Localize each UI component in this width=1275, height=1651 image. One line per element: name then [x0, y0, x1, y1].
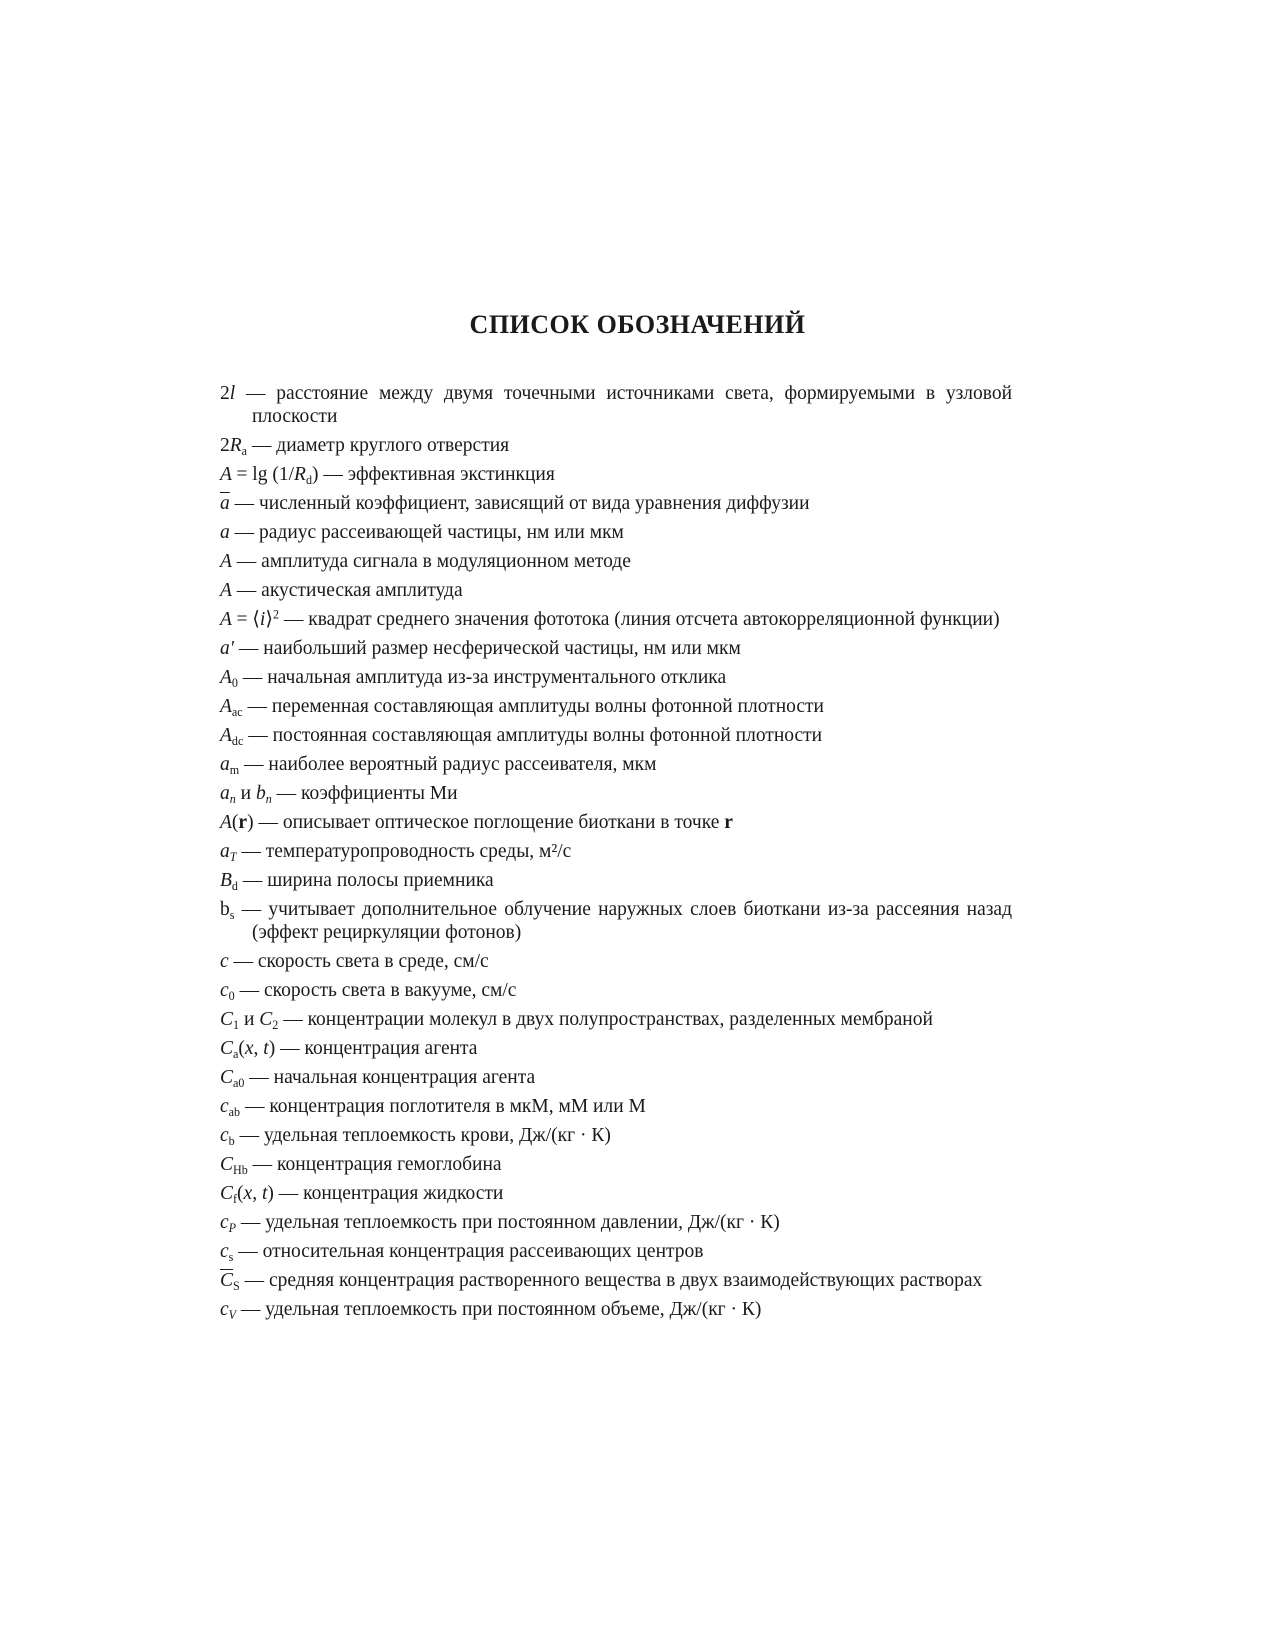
- definition: концентрация агента: [304, 1038, 478, 1059]
- symbol: $a_T$: [220, 841, 237, 865]
- definition: удельная теплоемкость крови, Дж/(кг · К): [263, 1125, 611, 1146]
- definition: удельная теплоемкость при постоянном объеме, Дж/(кг · К): [265, 1299, 762, 1320]
- list-item: $B_d$ — ширина полосы приемника: [220, 870, 494, 894]
- list-item: $a_m$ — наиболее вероятный радиус рассеивателя, мкм: [220, 754, 657, 778]
- definition: скорость света в среде, см/с: [257, 951, 489, 972]
- definition: акустическая амплитуда: [261, 580, 463, 601]
- definition: концентрация поглотителя в мкМ, мМ или М: [269, 1096, 646, 1117]
- definition: средняя концентрация растворенного вещества в двух взаимодействующих растворах: [268, 1270, 983, 1291]
- list-item: A(r) — описывает оптическое поглощение биоткани в точке r: [220, 812, 733, 833]
- list-item: $a_n$ и $b_n$ — коэффициенты Ми: [220, 783, 458, 807]
- definition: концентрация гемоглобина: [277, 1154, 502, 1175]
- symbol: $A = \lg (1/R_d)$: [220, 464, 319, 488]
- definition: диаметр круглого отверстия: [276, 435, 510, 456]
- list-item: $c_P$ — удельная теплоемкость при постоянном давлении, Дж/(кг · К): [220, 1212, 780, 1236]
- symbol: a: [220, 522, 230, 543]
- symbol: $A_{dc}$: [220, 725, 244, 749]
- list-item: $\overline{a}$ — численный коэффициент, зависящий от вида уравнения диффузии: [220, 493, 810, 514]
- symbol: $A_{ac}$: [220, 696, 243, 720]
- symbol: 2l: [220, 383, 236, 404]
- list-item: $A_{ac}$ — переменная составляющая амплитуды волны фотонной плотности: [220, 696, 824, 720]
- symbol: $\overline{C}_S$: [220, 1270, 240, 1294]
- list-item: $a_T$ — температуропроводность среды, м²/с: [220, 841, 572, 865]
- definition: относительная концентрация рассеивающих центров: [262, 1241, 704, 1262]
- definition: удельная теплоемкость при постоянном давлении, Дж/(кг · К): [265, 1212, 780, 1233]
- symbol: $C_1$ и $C_2$: [220, 1009, 279, 1033]
- definition: расстояние между двумя точечными источниками света, формируемыми в узловой плоскости: [252, 383, 1013, 427]
- definition: описывает оптическое поглощение биоткани в точке: [282, 812, 720, 833]
- symbol: A = ⟨i⟩$^2$: [220, 607, 279, 630]
- definition: численный коэффициент, зависящий от вида уравнения диффузии: [259, 493, 810, 514]
- list-item: $C_1$ и $C_2$ — концентрации молекул в двух полупространствах, разделенных мембраной: [220, 1009, 933, 1033]
- list-item: $A_{dc}$ — постоянная составляющая амплитуды волны фотонной плотности: [220, 725, 823, 749]
- symbol: $C_{a0}$: [220, 1067, 245, 1091]
- list-item: A = ⟨i⟩$^2$ — квадрат среднего значения фототока (линия отсчета автокорреляционной функции): [220, 607, 1000, 630]
- list-item: A — амплитуда сигнала в модуляционном методе: [220, 551, 631, 572]
- symbol: $c_{ab}$: [220, 1096, 241, 1120]
- definition: наибольший размер несферической частицы, нм или мкм: [263, 638, 741, 659]
- symbol: $c_b$: [220, 1125, 235, 1149]
- symbol: $c_s$: [220, 1241, 234, 1265]
- list-item: a — радиус рассеивающей частицы, нм или мкм: [220, 522, 624, 543]
- list-item: $C_{a0}$ — начальная концентрация агента: [220, 1067, 536, 1091]
- list-item: $c_b$ — удельная теплоемкость крови, Дж/(кг · К): [220, 1125, 611, 1149]
- symbol: $c_0$: [220, 980, 235, 1004]
- symbol: $c_V$: [220, 1299, 237, 1323]
- definition: коэффициенты Ми: [301, 783, 458, 804]
- symbol: A: [220, 580, 232, 601]
- list-item: $\overline{C}_S$ — средняя концентрация растворенного вещества в двух взаимодействующих растворах: [220, 1270, 983, 1294]
- list-item: a′ — наибольший размер несферической частицы, нм или мкм: [220, 638, 741, 659]
- definition: концентрация жидкости: [303, 1183, 504, 1204]
- symbol: c: [220, 951, 229, 972]
- definition: радиус рассеивающей частицы, нм или мкм: [259, 522, 624, 543]
- symbol: $a_m$: [220, 754, 240, 778]
- definition: начальная амплитуда из-за инструментального отклика: [267, 667, 727, 688]
- list-item: $C_{Hb}$ — концентрация гемоглобина: [220, 1154, 502, 1178]
- page-title: СПИСОК ОБОЗНАЧЕНИЙ: [469, 310, 806, 339]
- notation-list: [220, 382, 1012, 1327]
- list-item: 2l — расстояние между двумя точечными источниками света, формируемыми в узловой плоскости: [220, 383, 1013, 427]
- list-item: $C_f(x$, t) — концентрация жидкости: [220, 1183, 504, 1207]
- symbol: $C_f(x$, t): [220, 1183, 274, 1207]
- definition: учитывает дополнительное облучение наружных слоев биоткани из-за рассеяния назад (эффект рециркуляции фотонов): [252, 899, 1013, 943]
- list-item: $c_s$ — относительная концентрация рассеивающих центров: [220, 1241, 704, 1265]
- symbol: $2R_a$: [220, 435, 248, 459]
- definition: температуропроводность среды, м²/с: [265, 841, 572, 862]
- symbol: $B_d$: [220, 870, 238, 894]
- definition: постоянная составляющая амплитуды волны фотонной плотности: [272, 725, 823, 746]
- symbol: A(r): [220, 812, 254, 833]
- definition: переменная составляющая амплитуды волны фотонной плотности: [271, 696, 824, 717]
- symbol: a′: [220, 638, 235, 659]
- definition: наиболее вероятный радиус рассеивателя, мкм: [268, 754, 657, 775]
- list-item: A — акустическая амплитуда: [220, 580, 463, 601]
- definition: эффективная экстинкция: [347, 464, 555, 485]
- symbol: $c_P$: [220, 1212, 237, 1236]
- symbol: A: [220, 551, 232, 572]
- definition: амплитуда сигнала в модуляционном методе: [261, 551, 631, 572]
- list-item: $2R_a$ — диаметр круглого отверстия: [220, 435, 510, 459]
- symbol: $C_{Hb}$: [220, 1154, 248, 1178]
- list-item: $c_V$ — удельная теплоемкость при постоянном объеме, Дж/(кг · К): [220, 1299, 762, 1323]
- symbol: $b_s$: [220, 899, 235, 923]
- list-item: c — скорость света в среде, см/с: [220, 951, 489, 972]
- list-item: $C_a(x$, t) — концентрация агента: [220, 1038, 478, 1062]
- definition: квадрат среднего значения фототока (линия отсчета автокорреляционной функции): [308, 609, 1000, 630]
- list-item: $A_0$ — начальная амплитуда из-за инструментального отклика: [220, 667, 727, 691]
- definition: скорость света в вакууме, см/с: [263, 980, 517, 1001]
- definition: начальная концентрация агента: [273, 1067, 536, 1088]
- definition: концентрации молекул в двух полупространствах, разделенных мембраной: [307, 1009, 933, 1030]
- list-item: $c_{ab}$ — концентрация поглотителя в мкМ, мМ или М: [220, 1096, 646, 1120]
- symbol: $C_a(x$, t): [220, 1038, 276, 1062]
- symbol: $A_0$: [220, 667, 238, 691]
- list-item: $A = \lg (1/R_d)$ — эффективная экстинкция: [220, 464, 555, 488]
- list-item: $b_s$ — учитывает дополнительное облучение наружных слоев биоткани из-за рассеяния назад (эффект рециркуляции фотонов): [220, 899, 1013, 943]
- list-item: $c_0$ — скорость света в вакууме, см/с: [220, 980, 517, 1004]
- definition: ширина полосы приемника: [267, 870, 494, 891]
- symbol: $a_n$ и $b_n$: [220, 783, 272, 807]
- symbol: $\overline{a}$: [220, 493, 230, 514]
